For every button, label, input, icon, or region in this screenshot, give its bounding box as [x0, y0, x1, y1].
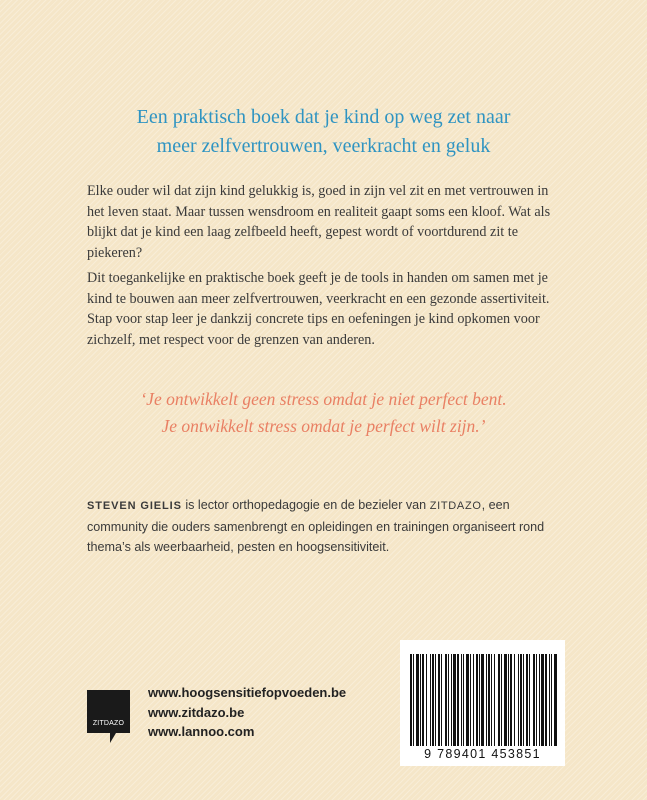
link-zitdazo[interactable]: www.zitdazo.be: [148, 704, 245, 720]
zitdazo-logo-icon: [87, 690, 130, 743]
author-name: STEVEN GIELIS: [87, 500, 182, 512]
barcode: [400, 640, 565, 766]
tagline-line-2: meer zelfvertrouwen, veerkracht en geluk: [156, 135, 491, 157]
tagline: [60, 103, 587, 161]
tagline-line-1: Een praktisch boek dat je kind op weg zet naar: [136, 106, 511, 128]
zitdazo-logo: [87, 690, 130, 743]
link-lannoo[interactable]: www.lannoo.com: [148, 724, 255, 739]
author-bio-text-2: , een community die ouders samenbrengt en opleidingen en trainingen organiseert rond thema’s als weerbaarheid, pesten en hoogsensitiviteit.: [87, 498, 545, 554]
website-links: [148, 683, 346, 742]
author-bio: [87, 495, 567, 558]
link-hoogsensitiefopvoeden[interactable]: www.hoogsensitiefopvoeden.be: [148, 685, 347, 700]
body-paragraph-2: Dit toegankelijke en praktische boek geeft je de tools in handen om samen met je kind te bouwen aan meer zelfvertrouwen, veerkracht en een gezonde assertiviteit. Stap voor stap leer je dankzij concrete tips en oefeningen je kind opkomen voor zichzelf, met respect voor de grenzen van anderen.: [87, 270, 550, 349]
body-paragraph-1: Elke ouder wil dat zijn kind gelukkig is, goed in zijn vel zit en met vertrouwen in het leven staat. Maar tussen wensdroom en realiteit gaapt soms een kloof. Wat als blijkt dat je kind een laag zelfbeeld heeft, gepest wordt of voortdurend zit te piekeren?: [87, 183, 551, 262]
isbn-number: 9 789401 453851: [424, 747, 541, 761]
zitdazo-logo-text: ZITDAZO: [92, 720, 125, 727]
author-bio-text-1: is lector orthopedagogie en de bezieler van: [181, 498, 430, 512]
pull-quote-line-2: Je ontwikkelt stress omdat je perfect wilt zijn.’: [161, 416, 486, 436]
pull-quote: [60, 386, 587, 440]
pull-quote-line-1: ‘Je ontwikkelt geen stress omdat je niet perfect bent.: [140, 389, 507, 409]
author-bio-brand: ZITDAZO: [429, 500, 482, 512]
